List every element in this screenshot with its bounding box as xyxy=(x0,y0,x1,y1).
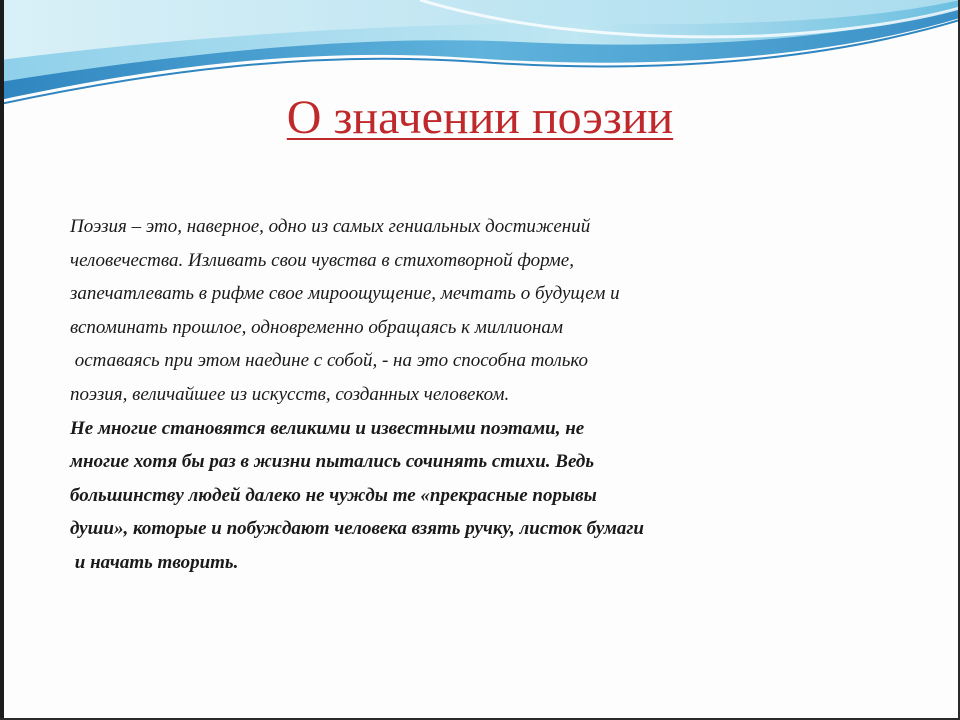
text-line: большинству людей далеко не чужды те «прекрасные порывы xyxy=(70,484,597,506)
text-line: души», которые и побуждают человека взять ручку, листок бумаги xyxy=(70,518,644,540)
slide-title: О значении поэзии xyxy=(286,91,674,144)
text-line: поэзия, величайшее из искусств, созданных человеком. xyxy=(70,383,510,405)
text-line: запечатлевать в рифме свое мироощущение, мечтать о будущем и xyxy=(70,283,620,305)
slide-body-text xyxy=(70,210,930,580)
text-line: многие хотя бы раз в жизни пытались сочинять стихи. Ведь xyxy=(70,451,595,473)
text-line: Не многие становятся великими и известными поэтами, не xyxy=(70,417,585,439)
text-line: оставаясь при этом наедине с собой, - на это способна только xyxy=(70,350,589,372)
text-line: вспоминать прошлое, одновременно обращаясь к миллионам xyxy=(70,316,563,338)
text-line: Поэзия – это, наверное, одно из самых гениальных достижений xyxy=(70,216,591,237)
text-line: и начать творить. xyxy=(70,551,239,573)
text-line: человечества. Изливать свои чувства в стихотворной форме, xyxy=(70,249,574,271)
